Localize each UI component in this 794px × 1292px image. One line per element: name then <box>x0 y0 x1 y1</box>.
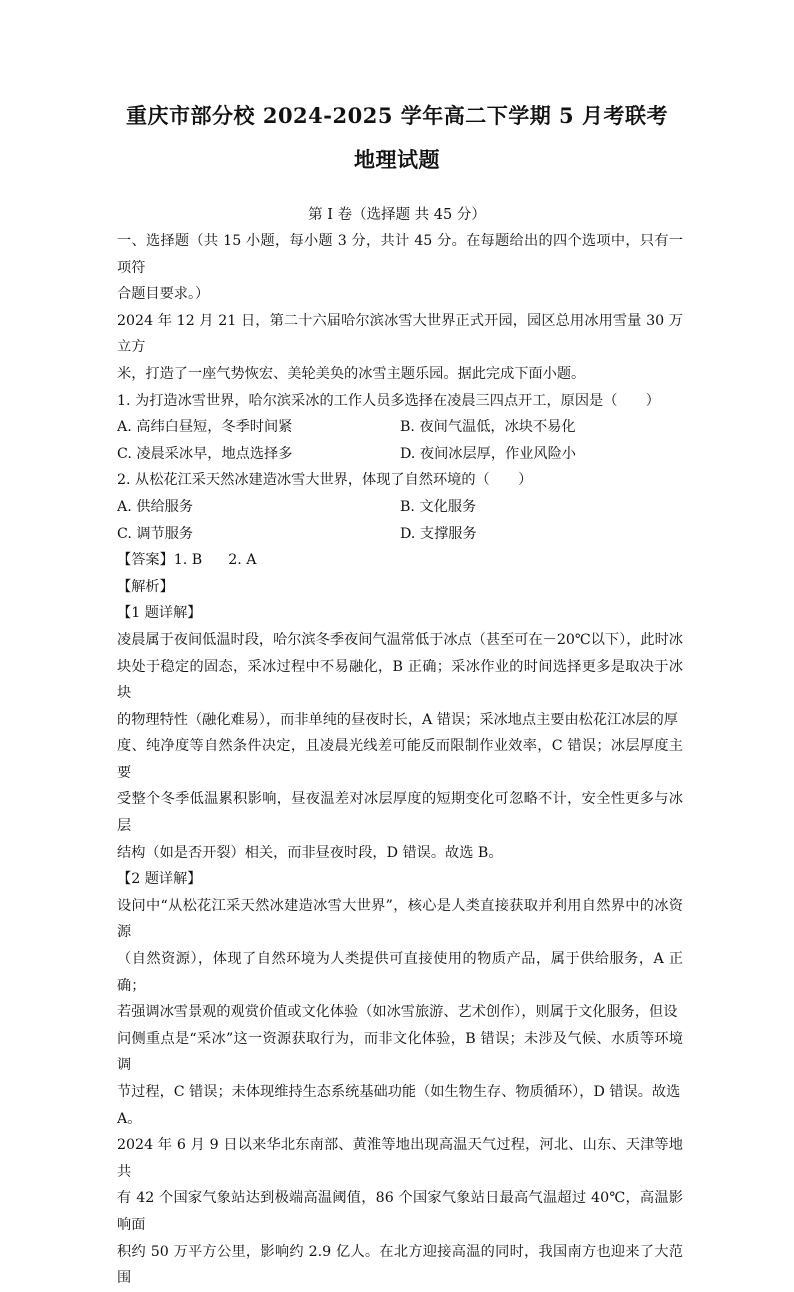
detail-2-line: 问侧重点是“采冰”这一资源获取行为，而非文化体验，B 错误；未涉及气候、水质等环境调 <box>117 1030 683 1074</box>
detail-1-line: 凌晨属于夜间低温时段，哈尔滨冬季夜间气温常低于冰点（甚至可在－20℃以下），此时冰 <box>117 631 683 648</box>
passage-2-line: 2024 年 6 月 9 日以来华北东南部、黄淮等地出现高温天气过程，河北、山东、天津等地共 <box>117 1137 683 1180</box>
instructions-line: 合题目要求。） <box>117 286 210 303</box>
question-2-option-a: A. 供给服务 <box>117 498 194 515</box>
answer-line <box>117 547 683 574</box>
question-2-stem: 2. 从松花江采天然冰建造冰雪大世界，体现了自然环境的（ ） <box>117 472 533 489</box>
document-body <box>117 228 683 1292</box>
question-2-option-c: C. 调节服务 <box>117 525 194 542</box>
instructions-line: 一、选择题（共 15 小题，每小题 3 分，共计 45 分。在每题给出的四个选项中，只有一项符 <box>117 233 683 276</box>
passage-line: 2024 年 12 月 21 日，第二十六届哈尔滨冰雪大世界正式开园，园区总用冰用雪量 30 万立方 <box>117 312 683 356</box>
question-1-option-a: A. 高纬白昼短，冬季时间紧 <box>117 419 293 436</box>
detail-2-line: 若强调冰雪景观的观赏价值或文化体验（如冰雪旅游、艺术创作），则属于文化服务，但设 <box>117 1004 678 1021</box>
detail-1-line: 块处于稳定的固态，采冰过程中不易融化，B 正确；采冰作业的时间选择更多是取决于冰块 <box>117 658 683 702</box>
answer-2: 2. A <box>228 552 257 569</box>
passage-2-line: 有 42 个国家气象站达到极端高温阈值，86 个国家气象站日最高气温超过 40℃，高温影响面 <box>117 1190 683 1233</box>
question-2-option-b: B. 文化服务 <box>400 498 477 515</box>
detail-1-line: 度、纯净度等自然条件决定，且凌晨光线差可能反而限制作业效率，C 错误；冰层厚度主要 <box>117 738 683 781</box>
answer-label: 【答案】 <box>117 552 174 569</box>
detail-1-line: 结构（如是否开裂）相关，而非昼夜时段，D 错误。故选 B。 <box>117 844 503 861</box>
detail-1-line: 受整个冬季低温累积影响，昼夜温差对冰层厚度的短期变化可忽略不计，安全性更多与冰层 <box>117 791 683 835</box>
section-heading: 第 I 卷（选择题 共 45 分） <box>308 207 486 223</box>
question-1-option-b: B. 夜间气温低，冰块不易化 <box>400 419 576 436</box>
detail-2-line: 设问中“从松花江采天然冰建造冰雪大世界”，核心是人类直接获取并利用自然界中的冰资源 <box>117 897 683 941</box>
question-2-options-row <box>117 521 683 548</box>
detail-1-line: 的物理特性（融化难易），而非单纯的昼夜时长，A 错误；采冰地点主要由松花江冰层的厚 <box>117 711 678 728</box>
question-1-options-row <box>117 441 683 468</box>
detail-2-line: 节过程，C 错误；未体现维持生态系统基础功能（如生物生存、物质循环），D 错误。故选 <box>117 1084 681 1100</box>
detail-2-label: 【2 题详解】 <box>117 871 202 888</box>
question-1-options-row <box>117 414 683 441</box>
analysis-label: 【解析】 <box>117 578 174 595</box>
question-2-option-d: D. 支撑服务 <box>400 525 477 542</box>
document-subtitle: 地理试题 <box>354 147 440 172</box>
answer-1: 1. B <box>173 552 203 569</box>
question-1-stem: 1. 为打造冰雪世界，哈尔滨采冰的工作人员多选择在凌晨三四点开工，原因是（ ） <box>117 392 660 409</box>
document-title: 重庆市部分校 2024-2025 学年高二下学期 5 月考联考 <box>126 103 668 128</box>
passage-line: 米，打造了一座气势恢宏、美轮美奂的冰雪主题乐园。据此完成下面小题。 <box>117 365 586 382</box>
question-1-option-d: D. 夜间冰层厚，作业风险小 <box>400 445 576 462</box>
detail-1-label: 【1 题详解】 <box>117 605 202 622</box>
passage-2-line: 积约 50 万平方公里，影响约 2.9 亿人。在北方迎接高温的同时，我国南方也迎来了大范围 <box>117 1243 683 1287</box>
question-2-options-row <box>117 494 683 521</box>
detail-2-line: （自然资源），体现了自然环境为人类提供可直接使用的物质产品，属于供给服务，A 正确； <box>117 951 683 994</box>
detail-2-line: A。 <box>117 1110 142 1127</box>
question-1-option-c: C. 凌晨采冰早，地点选择多 <box>117 445 293 462</box>
